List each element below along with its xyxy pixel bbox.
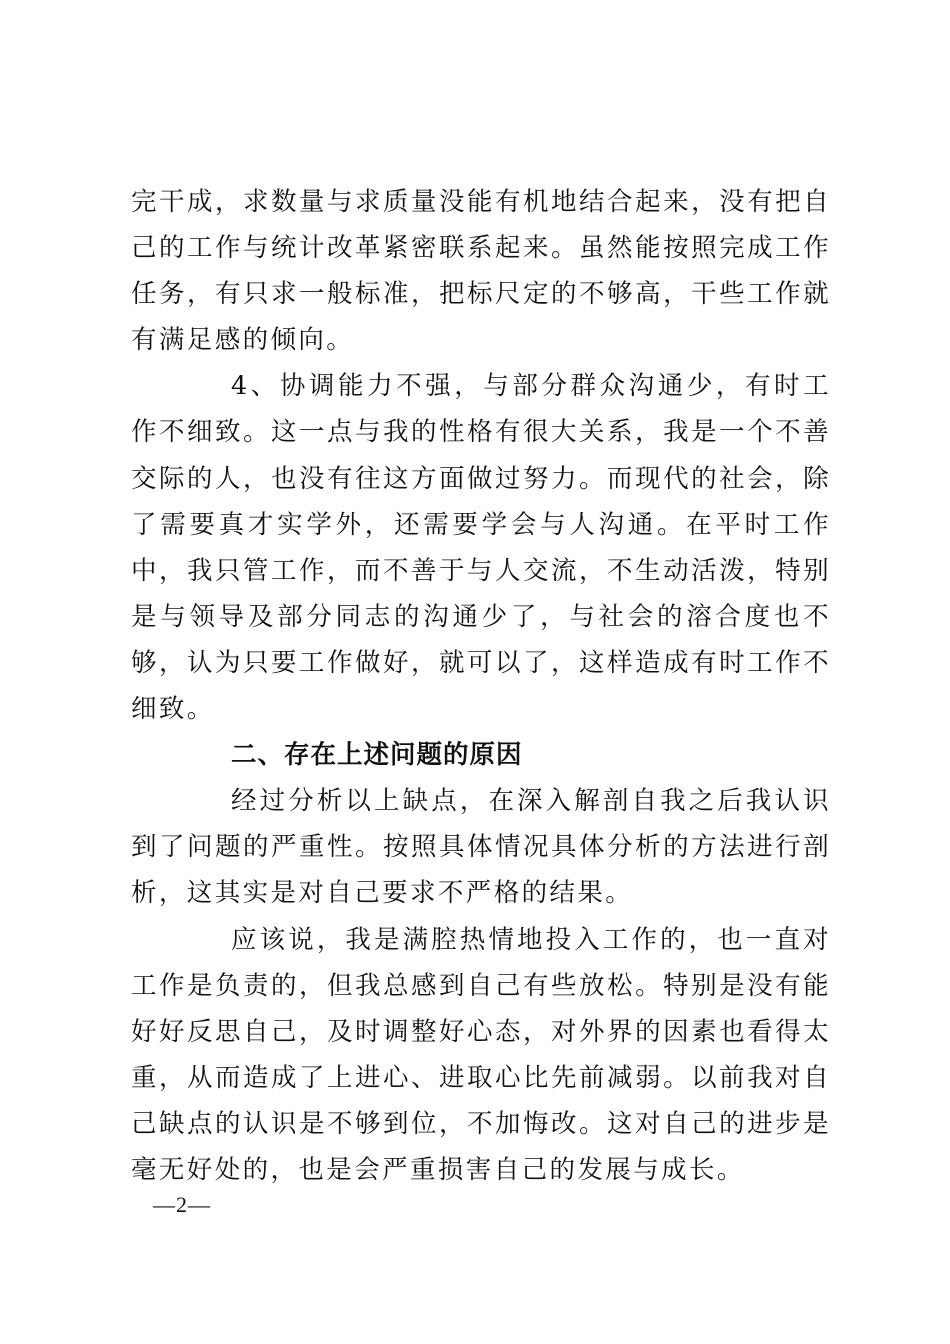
paragraph-self-reflection: 应该说，我是满腔热情地投入工作的，也一直对工作是负责的，但我总感到自己有些放松。特别是没有能好好反思自己，及时调整好心态，对外界的因素也看得太重，从而造成了上进心、进取心比先前减弱。以前我对自己缺点的认识是不够到位，不加悔改。这对自己的进步是毫无好处的，也是会严重损害自己的发展与成长。 — [131, 924, 831, 1185]
paragraph-analysis: 经过分析以上缺点，在深入解剖自我之后我认识到了问题的严重性。按照具体情况具体分析的方法进行剖析，这其实是对自己要求不严格的结果。 — [131, 786, 831, 909]
paragraph-continuation: 完干成，求数量与求质量没能有机地结合起来，没有把自己的工作与统计改革紧密联系起来。虽然能按照完成工作任务，有只求一般标准，把标尺定的不够高，干些工作就有满足感的倾向。 — [131, 187, 831, 356]
document-body — [131, 179, 831, 1193]
section-heading-causes: 二、存在上述问题的原因 — [231, 740, 523, 771]
page-number: —2— — [153, 1192, 211, 1217]
paragraph-coordination-ability: 4、协调能力不强，与部分群众沟通少，有时工作不细致。这一点与我的性格有很大关系，我是一个不善交际的人，也没有往这方面做过努力。而现代的社会，除了需要真才实学外，还需要学会与人沟通。在平时工作中，我只管工作，而不善于与人交流，不生动活泼，特别是与领导及部分同志的沟通少了，与社会的溶合度也不够，认为只要工作做好，就可以了，这样造成有时工作不细致。 — [131, 371, 831, 725]
